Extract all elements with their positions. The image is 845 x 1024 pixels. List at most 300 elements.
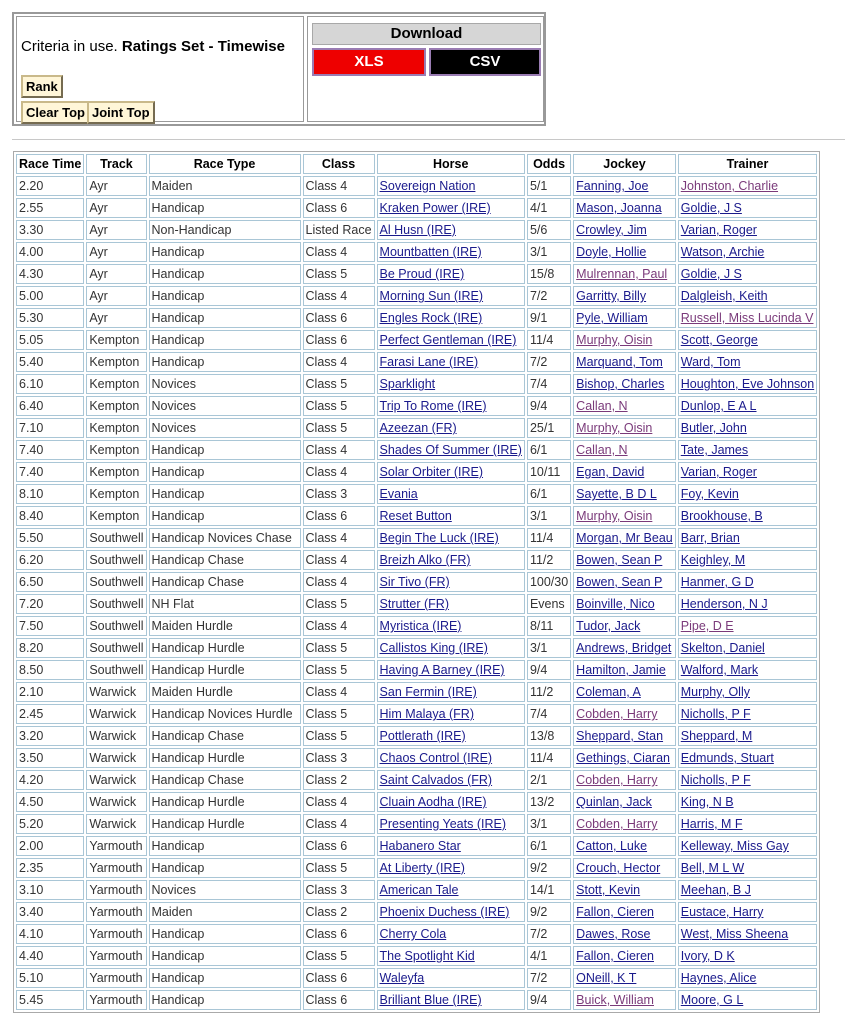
horse-link[interactable]: Breizh Alko (FR) [379, 553, 471, 567]
trainer-cell [678, 836, 817, 856]
horse-cell [377, 330, 525, 350]
odds-cell: 5/1 [527, 176, 571, 196]
horse-link[interactable]: Morning Sun (IRE) [379, 289, 484, 303]
trainer-link[interactable]: West, Miss Sheena [680, 927, 789, 941]
track-cell: Yarmouth [86, 880, 146, 900]
jockey-link[interactable]: Stott, Kevin [576, 883, 641, 897]
csv-download-button[interactable]: CSV [429, 48, 541, 76]
jockey-link[interactable]: Marquand, Tom [576, 355, 663, 369]
race-time-cell: 4.40 [16, 946, 84, 966]
jockey-link[interactable]: Callan, N [576, 443, 628, 457]
horse-link[interactable]: At Liberty (IRE) [379, 861, 465, 875]
odds-cell: 9/4 [527, 660, 571, 680]
jockey-link[interactable]: Garritty, Billy [576, 289, 647, 303]
jockey-link[interactable]: Buick, William [576, 993, 654, 1007]
class-cell: Class 6 [303, 990, 375, 1010]
race-type-cell: Maiden [149, 902, 301, 922]
jockey-link[interactable]: Bowen, Sean P [576, 575, 663, 589]
column-header-trainer: Trainer [678, 154, 817, 174]
horse-link[interactable]: Pottlerath (IRE) [379, 729, 466, 743]
odds-cell: 7/2 [527, 968, 571, 988]
race-type-cell: Handicap [149, 264, 301, 284]
table-row [16, 198, 817, 218]
track-cell: Warwick [86, 792, 146, 812]
horse-cell [377, 308, 525, 328]
race-time-cell: 3.10 [16, 880, 84, 900]
trainer-link[interactable]: Ivory, D K [680, 949, 735, 963]
class-cell: Class 4 [303, 616, 375, 636]
trainer-link[interactable]: Johnston, Charlie [680, 179, 779, 193]
track-cell: Kempton [86, 462, 146, 482]
class-cell: Class 4 [303, 352, 375, 372]
table-row [16, 550, 817, 570]
race-type-cell: Handicap Novices Hurdle [149, 704, 301, 724]
horse-cell [377, 704, 525, 724]
class-cell: Class 5 [303, 638, 375, 658]
trainer-link[interactable]: Eustace, Harry [680, 905, 764, 919]
trainer-link[interactable]: Butler, John [680, 421, 747, 435]
odds-cell: 3/1 [527, 638, 571, 658]
odds-cell: 13/2 [527, 792, 571, 812]
table-row [16, 484, 817, 504]
race-time-cell: 7.40 [16, 440, 84, 460]
jockey-link[interactable]: Cobden, Harry [576, 817, 658, 831]
trainer-link[interactable]: Watson, Archie [680, 245, 765, 259]
horse-link[interactable]: Perfect Gentleman (IRE) [379, 333, 517, 347]
race-type-cell: NH Flat [149, 594, 301, 614]
odds-cell: 3/1 [527, 506, 571, 526]
jockey-link[interactable]: Crowley, Jim [576, 223, 647, 237]
trainer-link[interactable]: Dalgleish, Keith [680, 289, 768, 303]
trainer-link[interactable]: Meehan, B J [680, 883, 751, 897]
table-row [16, 968, 817, 988]
race-time-cell: 8.50 [16, 660, 84, 680]
jockey-link[interactable]: Gethings, Ciaran [576, 751, 670, 765]
jockey-cell [573, 638, 676, 658]
jockey-cell [573, 308, 676, 328]
download-panel [307, 16, 544, 122]
jockey-link[interactable]: Fallon, Cieren [576, 949, 654, 963]
trainer-link[interactable]: Tate, James [680, 443, 749, 457]
table-header-row [16, 154, 817, 174]
trainer-link[interactable]: Nicholls, P F [680, 707, 751, 721]
table-row [16, 352, 817, 372]
horse-cell [377, 550, 525, 570]
horse-link[interactable]: Azeezan (FR) [379, 421, 457, 435]
column-header-race-type: Race Type [149, 154, 301, 174]
class-cell: Class 4 [303, 792, 375, 812]
odds-cell: 2/1 [527, 770, 571, 790]
jockey-cell [573, 594, 676, 614]
trainer-link[interactable]: Kelleway, Miss Gay [680, 839, 789, 853]
jockey-link[interactable]: Quinlan, Jack [576, 795, 652, 809]
horse-link[interactable]: Waleyfa [379, 971, 425, 985]
jockey-link[interactable]: Morgan, Mr Beau [576, 531, 673, 545]
table-row [16, 682, 817, 702]
jockey-cell [573, 990, 676, 1010]
table-row [16, 880, 817, 900]
race-type-cell: Handicap [149, 946, 301, 966]
horse-cell [377, 440, 525, 460]
table-row [16, 572, 817, 592]
race-type-cell: Handicap Chase [149, 550, 301, 570]
table-row [16, 440, 817, 460]
jockey-link[interactable]: Pyle, William [576, 311, 648, 325]
jockey-link[interactable]: Dawes, Rose [576, 927, 651, 941]
horse-cell [377, 792, 525, 812]
horse-cell [377, 594, 525, 614]
trainer-link[interactable]: Houghton, Eve Johnson [680, 377, 815, 391]
race-time-cell: 2.45 [16, 704, 84, 724]
jockey-cell [573, 770, 676, 790]
trainer-cell [678, 792, 817, 812]
race-time-cell: 5.20 [16, 814, 84, 834]
table-row [16, 396, 817, 416]
odds-cell: 9/1 [527, 308, 571, 328]
trainer-link[interactable]: Ward, Tom [680, 355, 741, 369]
race-type-cell: Handicap [149, 484, 301, 504]
clear-top-button[interactable]: Clear Top [21, 101, 90, 124]
joint-top-button[interactable]: Joint Top [87, 101, 155, 124]
race-type-cell: Handicap Hurdle [149, 814, 301, 834]
horse-link[interactable]: Cluain Aodha (IRE) [379, 795, 487, 809]
horse-link[interactable]: San Fermin (IRE) [379, 685, 477, 699]
race-time-cell: 2.55 [16, 198, 84, 218]
jockey-cell [573, 836, 676, 856]
jockey-cell [573, 704, 676, 724]
trainer-link[interactable]: Russell, Miss Lucinda V [680, 311, 814, 325]
jockey-cell [573, 352, 676, 372]
horse-link[interactable]: Begin The Luck (IRE) [379, 531, 499, 545]
horse-link[interactable]: Cherry Cola [379, 927, 447, 941]
class-cell: Class 6 [303, 836, 375, 856]
column-header-odds: Odds [527, 154, 571, 174]
horse-link[interactable]: Trip To Rome (IRE) [379, 399, 487, 413]
trainer-link[interactable]: Bell, M L W [680, 861, 745, 875]
horse-link[interactable]: Him Malaya (FR) [379, 707, 474, 721]
race-time-cell: 5.50 [16, 528, 84, 548]
trainer-link[interactable]: Sheppard, M [680, 729, 753, 743]
jockey-link[interactable]: Bowen, Sean P [576, 553, 663, 567]
horse-cell [377, 814, 525, 834]
trainer-link[interactable]: Foy, Kevin [680, 487, 739, 501]
horse-cell [377, 836, 525, 856]
trainer-cell [678, 704, 817, 724]
jockey-link[interactable]: Murphy, Oisin [576, 509, 653, 523]
class-cell: Class 2 [303, 902, 375, 922]
jockey-link[interactable]: Callan, N [576, 399, 628, 413]
track-cell: Kempton [86, 506, 146, 526]
trainer-link[interactable]: Harris, M F [680, 817, 743, 831]
race-time-cell: 8.10 [16, 484, 84, 504]
race-time-cell: 4.00 [16, 242, 84, 262]
table-row [16, 330, 817, 350]
jockey-link[interactable]: Crouch, Hector [576, 861, 661, 875]
track-cell: Southwell [86, 550, 146, 570]
jockey-cell [573, 440, 676, 460]
trainer-link[interactable]: King, N B [680, 795, 734, 809]
race-time-cell: 2.10 [16, 682, 84, 702]
trainer-cell [678, 748, 817, 768]
trainer-cell [678, 550, 817, 570]
track-cell: Ayr [86, 308, 146, 328]
trainer-link[interactable]: Varian, Roger [680, 223, 757, 237]
horse-cell [377, 858, 525, 878]
race-time-cell: 7.20 [16, 594, 84, 614]
trainer-link[interactable]: Edmunds, Stuart [680, 751, 774, 765]
jockey-link[interactable]: Boinville, Nico [576, 597, 655, 611]
horse-link[interactable]: Having A Barney (IRE) [379, 663, 505, 677]
table-row [16, 836, 817, 856]
horse-link[interactable]: Solar Orbiter (IRE) [379, 465, 484, 479]
track-cell: Southwell [86, 594, 146, 614]
horse-cell [377, 506, 525, 526]
class-cell: Class 4 [303, 572, 375, 592]
class-cell: Class 4 [303, 528, 375, 548]
track-cell: Southwell [86, 638, 146, 658]
trainer-link[interactable]: Haynes, Alice [680, 971, 757, 985]
race-type-cell: Novices [149, 880, 301, 900]
trainer-link[interactable]: Dunlop, E A L [680, 399, 757, 413]
horse-cell [377, 396, 525, 416]
horse-link[interactable]: Reset Button [379, 509, 452, 523]
jockey-link[interactable]: Fallon, Cieren [576, 905, 654, 919]
race-time-cell: 4.20 [16, 770, 84, 790]
table-row [16, 704, 817, 724]
trainer-link[interactable]: Nicholls, P F [680, 773, 751, 787]
horse-link[interactable]: Myristica (IRE) [379, 619, 462, 633]
odds-cell: 5/6 [527, 220, 571, 240]
horse-link[interactable]: Shades Of Summer (IRE) [379, 443, 522, 457]
race-type-cell: Handicap Chase [149, 572, 301, 592]
race-time-cell: 8.20 [16, 638, 84, 658]
track-cell: Southwell [86, 528, 146, 548]
trainer-link[interactable]: Goldie, J S [680, 267, 742, 281]
track-cell: Warwick [86, 748, 146, 768]
jockey-link[interactable]: Mulrennan, Paul [576, 267, 668, 281]
race-type-cell: Handicap Hurdle [149, 748, 301, 768]
odds-cell: 7/4 [527, 704, 571, 724]
horse-link[interactable]: The Spotlight Kid [379, 949, 475, 963]
horse-link[interactable]: Evania [379, 487, 418, 501]
race-type-cell: Maiden [149, 176, 301, 196]
race-time-cell: 2.35 [16, 858, 84, 878]
race-type-cell: Handicap [149, 462, 301, 482]
jockey-cell [573, 748, 676, 768]
class-cell: Class 5 [303, 726, 375, 746]
table-row [16, 902, 817, 922]
jockey-link[interactable]: Cobden, Harry [576, 773, 658, 787]
horse-link[interactable]: Strutter (FR) [379, 597, 449, 611]
odds-cell: 9/2 [527, 858, 571, 878]
horse-link[interactable]: Phoenix Duchess (IRE) [379, 905, 510, 919]
jockey-link[interactable]: Catton, Luke [576, 839, 648, 853]
horse-link[interactable]: Be Proud (IRE) [379, 267, 465, 281]
track-cell: Yarmouth [86, 902, 146, 922]
horse-cell [377, 264, 525, 284]
jockey-link[interactable]: Mason, Joanna [576, 201, 662, 215]
horse-link[interactable]: Presenting Yeats (IRE) [379, 817, 506, 831]
horse-link[interactable]: Brilliant Blue (IRE) [379, 993, 482, 1007]
jockey-link[interactable]: Sheppard, Stan [576, 729, 664, 743]
horse-link[interactable]: Engles Rock (IRE) [379, 311, 483, 325]
jockey-link[interactable]: Cobden, Harry [576, 707, 658, 721]
table-row [16, 176, 817, 196]
race-time-cell: 6.50 [16, 572, 84, 592]
horse-link[interactable]: Kraken Power (IRE) [379, 201, 491, 215]
track-cell: Ayr [86, 176, 146, 196]
jockey-link[interactable]: Fanning, Joe [576, 179, 649, 193]
race-type-cell: Handicap Chase [149, 726, 301, 746]
horse-cell [377, 880, 525, 900]
class-cell: Class 5 [303, 264, 375, 284]
horse-link[interactable]: Farasi Lane (IRE) [379, 355, 479, 369]
race-time-cell: 5.00 [16, 286, 84, 306]
jockey-link[interactable]: Coleman, A [576, 685, 641, 699]
column-header-track: Track [86, 154, 146, 174]
trainer-cell [678, 198, 817, 218]
trainer-link[interactable]: Hanmer, G D [680, 575, 754, 589]
track-cell: Yarmouth [86, 946, 146, 966]
trainer-link[interactable]: Skelton, Daniel [680, 641, 765, 655]
trainer-link[interactable]: Murphy, Olly [680, 685, 750, 699]
trainer-cell [678, 396, 817, 416]
trainer-link[interactable]: Henderson, N J [680, 597, 768, 611]
jockey-link[interactable]: Hamilton, Jamie [576, 663, 666, 677]
trainer-cell [678, 242, 817, 262]
race-time-cell: 3.20 [16, 726, 84, 746]
horse-link[interactable]: Al Husn (IRE) [379, 223, 456, 237]
class-cell: Class 4 [303, 682, 375, 702]
horse-link[interactable]: Callistos King (IRE) [379, 641, 488, 655]
horse-cell [377, 484, 525, 504]
table-row [16, 924, 817, 944]
table-row [16, 264, 817, 284]
horse-link[interactable]: Sovereign Nation [379, 179, 476, 193]
jockey-link[interactable]: Murphy, Oisin [576, 421, 653, 435]
class-cell: Class 5 [303, 704, 375, 724]
odds-cell: 4/1 [527, 198, 571, 218]
horse-link[interactable]: Mountbatten (IRE) [379, 245, 482, 259]
jockey-link[interactable]: Andrews, Bridget [576, 641, 672, 655]
class-cell: Class 4 [303, 814, 375, 834]
criteria-prefix: Criteria in use. [21, 38, 118, 55]
jockey-link[interactable]: Murphy, Oisin [576, 333, 653, 347]
jockey-cell [573, 880, 676, 900]
trainer-cell [678, 418, 817, 438]
trainer-cell [678, 814, 817, 834]
class-cell: Class 5 [303, 374, 375, 394]
trainer-link[interactable]: Barr, Brian [680, 531, 740, 545]
jockey-link[interactable]: Bishop, Charles [576, 377, 665, 391]
trainer-link[interactable]: Pipe, D E [680, 619, 734, 633]
horse-link[interactable]: Saint Calvados (FR) [379, 773, 493, 787]
odds-cell: 3/1 [527, 242, 571, 262]
jockey-cell [573, 946, 676, 966]
jockey-cell [573, 924, 676, 944]
track-cell: Kempton [86, 418, 146, 438]
trainer-link[interactable]: Scott, George [680, 333, 758, 347]
jockey-link[interactable]: ONeill, K T [576, 971, 637, 985]
control-panel [12, 12, 546, 126]
race-type-cell: Handicap [149, 440, 301, 460]
race-time-cell: 7.40 [16, 462, 84, 482]
trainer-link[interactable]: Moore, G L [680, 993, 744, 1007]
horse-link[interactable]: Habanero Star [379, 839, 461, 853]
jockey-link[interactable]: Tudor, Jack [576, 619, 641, 633]
odds-cell: 9/4 [527, 396, 571, 416]
race-time-cell: 6.20 [16, 550, 84, 570]
jockey-link[interactable]: Doyle, Hollie [576, 245, 647, 259]
odds-cell: 4/1 [527, 946, 571, 966]
odds-cell: 7/2 [527, 924, 571, 944]
class-cell: Class 3 [303, 484, 375, 504]
odds-cell: 9/2 [527, 902, 571, 922]
trainer-cell [678, 352, 817, 372]
table-row [16, 308, 817, 328]
race-time-cell: 4.30 [16, 264, 84, 284]
jockey-cell [573, 198, 676, 218]
jockey-cell [573, 968, 676, 988]
class-cell: Class 5 [303, 660, 375, 680]
jockey-link[interactable]: Sayette, B D L [576, 487, 657, 501]
odds-cell: Evens [527, 594, 571, 614]
jockey-link[interactable]: Egan, David [576, 465, 645, 479]
odds-cell: 9/4 [527, 990, 571, 1010]
jockey-cell [573, 616, 676, 636]
class-cell: Class 6 [303, 330, 375, 350]
odds-cell: 10/11 [527, 462, 571, 482]
horse-link[interactable]: Sparklight [379, 377, 436, 391]
track-cell: Ayr [86, 198, 146, 218]
trainer-cell [678, 220, 817, 240]
trainer-link[interactable]: Varian, Roger [680, 465, 757, 479]
trainer-cell [678, 682, 817, 702]
trainer-cell [678, 176, 817, 196]
track-cell: Yarmouth [86, 858, 146, 878]
odds-cell: 6/1 [527, 440, 571, 460]
table-row [16, 418, 817, 438]
odds-cell: 14/1 [527, 880, 571, 900]
horse-cell [377, 682, 525, 702]
criteria-panel [16, 16, 304, 122]
race-type-cell: Handicap Novices Chase [149, 528, 301, 548]
track-cell: Southwell [86, 616, 146, 636]
trainer-cell [678, 616, 817, 636]
trainer-link[interactable]: Walford, Mark [680, 663, 759, 677]
trainer-link[interactable]: Goldie, J S [680, 201, 742, 215]
horse-cell [377, 418, 525, 438]
criteria-name: Ratings Set - Timewise [121, 38, 285, 55]
table-row [16, 242, 817, 262]
horse-link[interactable]: Chaos Control (IRE) [379, 751, 493, 765]
trainer-cell [678, 308, 817, 328]
horse-link[interactable]: American Tale [379, 883, 459, 897]
horse-link[interactable]: Sir Tivo (FR) [379, 575, 450, 589]
table-row [16, 858, 817, 878]
table-row [16, 374, 817, 394]
race-type-cell: Handicap [149, 968, 301, 988]
race-type-cell: Handicap [149, 352, 301, 372]
trainer-link[interactable]: Brookhouse, B [680, 509, 763, 523]
xls-download-button[interactable]: XLS [312, 48, 426, 76]
class-cell: Class 3 [303, 880, 375, 900]
trainer-link[interactable]: Keighley, M [680, 553, 746, 567]
odds-cell: 11/4 [527, 528, 571, 548]
jockey-cell [573, 506, 676, 526]
race-time-cell: 2.00 [16, 836, 84, 856]
rank-button[interactable]: Rank [21, 75, 63, 98]
